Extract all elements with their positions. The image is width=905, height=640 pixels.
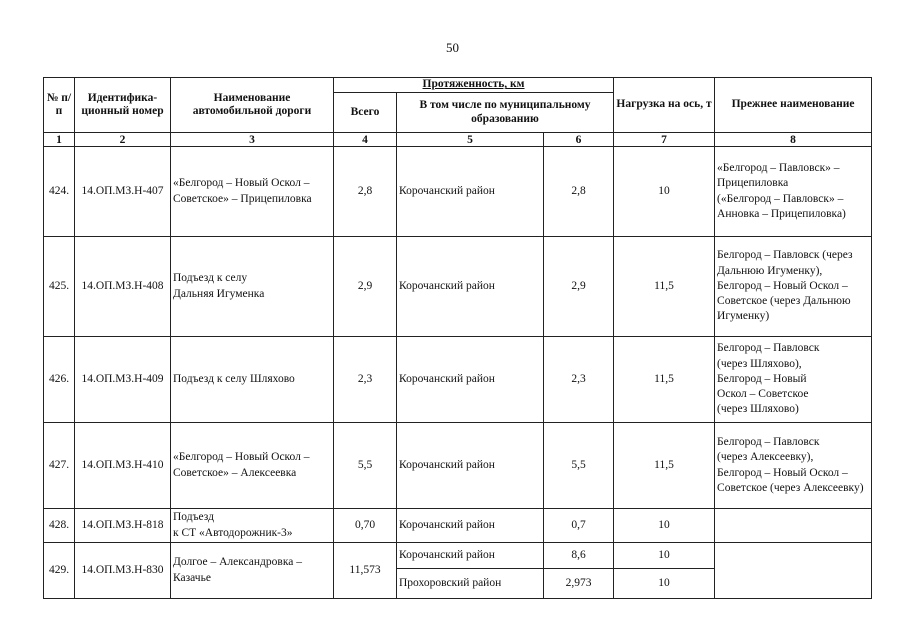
row-district-km: 2,973 [544,569,614,599]
row-id: 14.ОП.МЗ.Н-408 [75,237,171,337]
row-total-km: 0,70 [334,509,397,543]
column-number: 6 [544,133,614,147]
row-total-km: 2,3 [334,337,397,423]
row-no: 426. [44,337,75,423]
row-road-name: «Белгород – Новый Оскол – Советское» – Алексеевка [171,423,334,509]
row-former-name: Белгород – Павловск (через Дальнюю Игуменку), Белгород – Новый Оскол – Советское (через Дальнюю Игуменку) [715,237,872,337]
column-numbers-row [44,133,872,147]
column-number: 4 [334,133,397,147]
row-former-name: «Белгород – Павловск» – Прицепиловка («Белгород – Павловск» – Анновка – Прицепиловка) [715,147,872,237]
header-no: № п/п [44,78,75,133]
row-no: 428. [44,509,75,543]
row-district: Корочанский район [397,337,544,423]
header-total: Всего [334,93,397,133]
row-total-km: 2,8 [334,147,397,237]
row-no: 424. [44,147,75,237]
row-district-km: 0,7 [544,509,614,543]
header-former-name: Прежнее наименование [715,78,872,133]
row-axle-load: 10 [614,543,715,569]
header-name: Наименование автомобильной дороги [171,78,334,133]
column-number: 7 [614,133,715,147]
row-axle-load: 10 [614,509,715,543]
row-id: 14.ОП.МЗ.Н-409 [75,337,171,423]
row-district: Корочанский район [397,423,544,509]
row-axle-load: 11,5 [614,237,715,337]
row-road-name: Долгое – Александровка – Казачье [171,543,334,599]
row-district-km: 2,8 [544,147,614,237]
column-number: 8 [715,133,872,147]
row-district-km: 5,5 [544,423,614,509]
row-former-name: Белгород – Павловск (через Шляхово), Белгород – Новый Оскол – Советское (через Шляхово) [715,337,872,423]
row-total-km: 11,573 [334,543,397,599]
row-axle-load: 10 [614,569,715,599]
row-no: 427. [44,423,75,509]
row-district-km: 2,9 [544,237,614,337]
row-former-name: Белгород – Павловск (через Алексеевку), Белгород – Новый Оскол – Советское (через Алексеевку) [715,423,872,509]
row-total-km: 5,5 [334,423,397,509]
roads-register-table [43,77,872,599]
header-axle-load: Нагрузка на ось, т [614,78,715,133]
table-row [44,509,872,543]
column-number: 1 [44,133,75,147]
table-row [44,237,872,337]
row-id: 14.ОП.МЗ.Н-410 [75,423,171,509]
row-district: Корочанский район [397,147,544,237]
table-row [44,337,872,423]
header-length-group: Протяженность, км [334,78,614,93]
row-road-name: Подъезд к селу Шляхово [171,337,334,423]
table-row [44,543,872,569]
row-district: Прохоровский район [397,569,544,599]
row-district-km: 2,3 [544,337,614,423]
column-number: 5 [397,133,544,147]
row-id: 14.ОП.МЗ.Н-830 [75,543,171,599]
row-road-name: Подъезд к селу Дальняя Игуменка [171,237,334,337]
row-axle-load: 11,5 [614,423,715,509]
column-number: 3 [171,133,334,147]
row-road-name: «Белгород – Новый Оскол – Советское» – Прицепиловка [171,147,334,237]
row-district: Корочанский район [397,509,544,543]
row-id: 14.ОП.МЗ.Н-818 [75,509,171,543]
header-by-municipality: В том числе по муниципальному образованию [397,93,614,133]
table-row [44,147,872,237]
row-id: 14.ОП.МЗ.Н-407 [75,147,171,237]
row-district: Корочанский район [397,237,544,337]
header-id: Идентифика-ционный номер [75,78,171,133]
column-number: 2 [75,133,171,147]
row-district: Корочанский район [397,543,544,569]
page-number: 50 [446,40,459,55]
row-total-km: 2,9 [334,237,397,337]
row-road-name: Подъезд к СТ «Автодорожник-3» [171,509,334,543]
row-axle-load: 10 [614,147,715,237]
row-district-km: 8,6 [544,543,614,569]
row-axle-load: 11,5 [614,337,715,423]
table-body [44,133,872,599]
table-row [44,423,872,509]
row-former-name [715,543,872,599]
row-former-name [715,509,872,543]
row-no: 425. [44,237,75,337]
row-no: 429. [44,543,75,599]
